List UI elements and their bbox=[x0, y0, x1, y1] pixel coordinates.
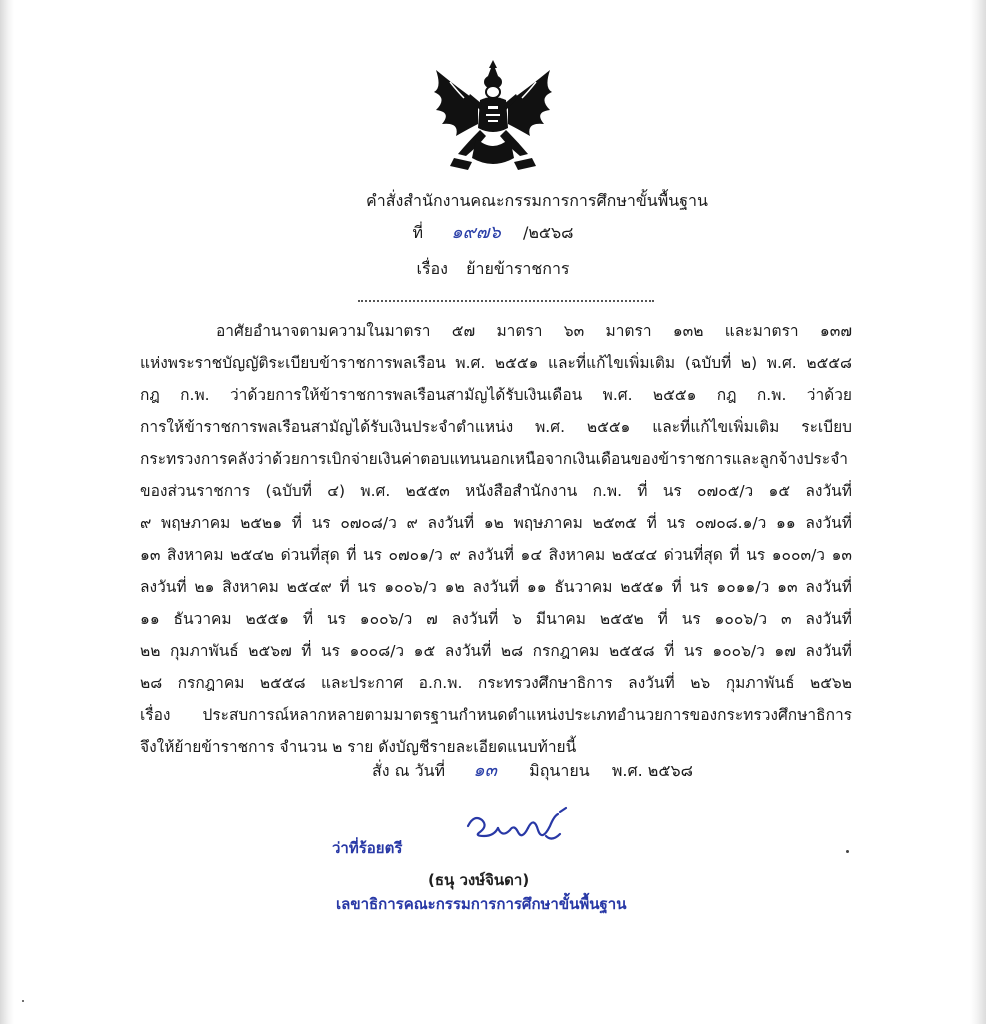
order-date-year: พ.ศ. ๒๕๖๘ bbox=[611, 761, 693, 780]
subject-text: ย้ายข้าราชการ bbox=[466, 259, 570, 278]
garuda-emblem-icon bbox=[428, 58, 558, 176]
handwritten-signature-icon bbox=[460, 806, 580, 856]
body-line: เรื่อง ประสบการณ์หลากหลายตามมาตรฐานกำหนดตำแหน่งประเภทอำนวยการของกระทรวงศึกษาธิการ bbox=[140, 706, 852, 724]
body-line: ๒๘ กรกฎาคม ๒๕๕๘ และประกาศ อ.ก.พ. กระทรวงศึกษาธิการ ลงวันที่ ๒๖ กุมภาพันธ์ ๒๕๖๒ bbox=[140, 674, 852, 692]
order-date-prefix: สั่ง ณ วันที่ bbox=[372, 761, 446, 780]
body-line: อาศัยอำนาจตามความในมาตรา ๕๗ มาตรา ๖๓ มาตรา ๑๓๒ และมาตรา ๑๓๗ bbox=[216, 322, 852, 340]
order-date bbox=[372, 760, 693, 782]
body-line: กระทรวงการคลังว่าด้วยการเบิกจ่ายเงินค่าตอบแทนนอกเหนือจากเงินเดือนของข้าราชการและลูกจ้างประจำ bbox=[140, 450, 848, 468]
page-left-edge bbox=[0, 0, 14, 1024]
body-line: ๑๓ สิงหาคม ๒๕๔๒ ด่วนที่สุด ที่ นร ๐๗๐๑/ว ๙ ลงวันที่ ๑๔ สิงหาคม ๒๕๔๔ ด่วนที่สุด ที่ นร ๑๐๐๓/ว ๑๓ bbox=[140, 546, 852, 564]
order-number-handwritten: ๑๙๗๖ bbox=[451, 222, 501, 243]
body-line: แห่งพระราชบัญญัติระเบียบข้าราชการพลเรือน พ.ศ. ๒๕๕๑ และที่แก้ไขเพิ่มเติม (ฉบับที่ ๒) พ.ศ. ๒๕๕๘ bbox=[140, 354, 852, 372]
document-title: คำสั่งสำนักงานคณะกรรมการการศึกษาขั้นพื้นฐาน bbox=[366, 191, 708, 210]
scan-speck bbox=[846, 850, 849, 853]
body-line: ๙ พฤษภาคม ๒๕๒๑ ที่ นร ๐๗๐๘/ว ๙ ลงวันที่ ๑๒ พฤษภาคม ๒๕๓๕ ที่ นร ๐๗๐๘.๑/ว ๑๑ ลงวันที่ bbox=[140, 514, 852, 532]
body-line: การให้ข้าราชการพลเรือนสามัญได้รับเงินประจำตำแหน่ง พ.ศ. ๒๕๕๑ และที่แก้ไขเพิ่มเติม ระเบียบ bbox=[140, 418, 852, 436]
signer-position: เลขาธิการคณะกรรมการการศึกษาขั้นพื้นฐาน bbox=[336, 895, 627, 913]
page-right-edge bbox=[970, 0, 986, 1024]
signer-name: (ธนุ วงษ์จินดา) bbox=[428, 871, 530, 889]
body-line: ลงวันที่ ๒๑ สิงหาคม ๒๕๔๙ ที่ นร ๑๐๐๖/ว ๑๒ ลงวันที่ ๑๑ ธันวาคม ๒๕๕๑ ที่ นร ๑๐๑๑/ว ๑๓ ลงวันที่ bbox=[140, 578, 852, 596]
dotted-divider bbox=[358, 300, 654, 302]
body-line: ๑๑ ธันวาคม ๒๕๕๑ ที่ นร ๑๐๐๖/ว ๗ ลงวันที่ ๖ มีนาคม ๒๕๕๒ ที่ นร ๑๐๐๖/ว ๓ ลงวันที่ bbox=[140, 610, 852, 628]
order-number bbox=[0, 222, 986, 244]
order-date-day: ๑๓ bbox=[473, 760, 497, 781]
body-line: กฎ ก.พ. ว่าด้วยการให้ข้าราชการพลเรือนสามัญได้รับเงินเดือน พ.ศ. ๒๕๕๑ กฎ ก.พ. ว่าด้วย bbox=[140, 386, 852, 404]
scan-speck bbox=[22, 1000, 24, 1002]
body-line: จึงให้ย้ายข้าราชการ จำนวน ๒ ราย ดังบัญชีรายละเอียดแนบท้ายนี้ bbox=[140, 738, 577, 756]
order-number-suffix: /๒๕๖๘ bbox=[522, 223, 574, 242]
order-number-prefix: ที่ bbox=[412, 223, 424, 242]
body-line: ของส่วนราชการ (ฉบับที่ ๔) พ.ศ. ๒๕๕๓ หนังสือสำนักงาน ก.พ. ที่ นร ๐๗๐๕/ว ๑๕ ลงวันที่ bbox=[140, 482, 852, 500]
body-line: ๒๒ กุมภาพันธ์ ๒๕๖๗ ที่ นร ๑๐๐๘/ว ๑๕ ลงวันที่ ๒๘ กรกฎาคม ๒๕๕๘ ที่ นร ๑๐๐๖/ว ๑๗ ลงวันที่ bbox=[140, 642, 852, 660]
subject-label: เรื่อง bbox=[416, 259, 448, 278]
order-date-month: มิถุนายน bbox=[529, 761, 590, 780]
signer-rank: ว่าที่ร้อยตรี bbox=[332, 839, 403, 857]
subject-line bbox=[0, 258, 986, 280]
